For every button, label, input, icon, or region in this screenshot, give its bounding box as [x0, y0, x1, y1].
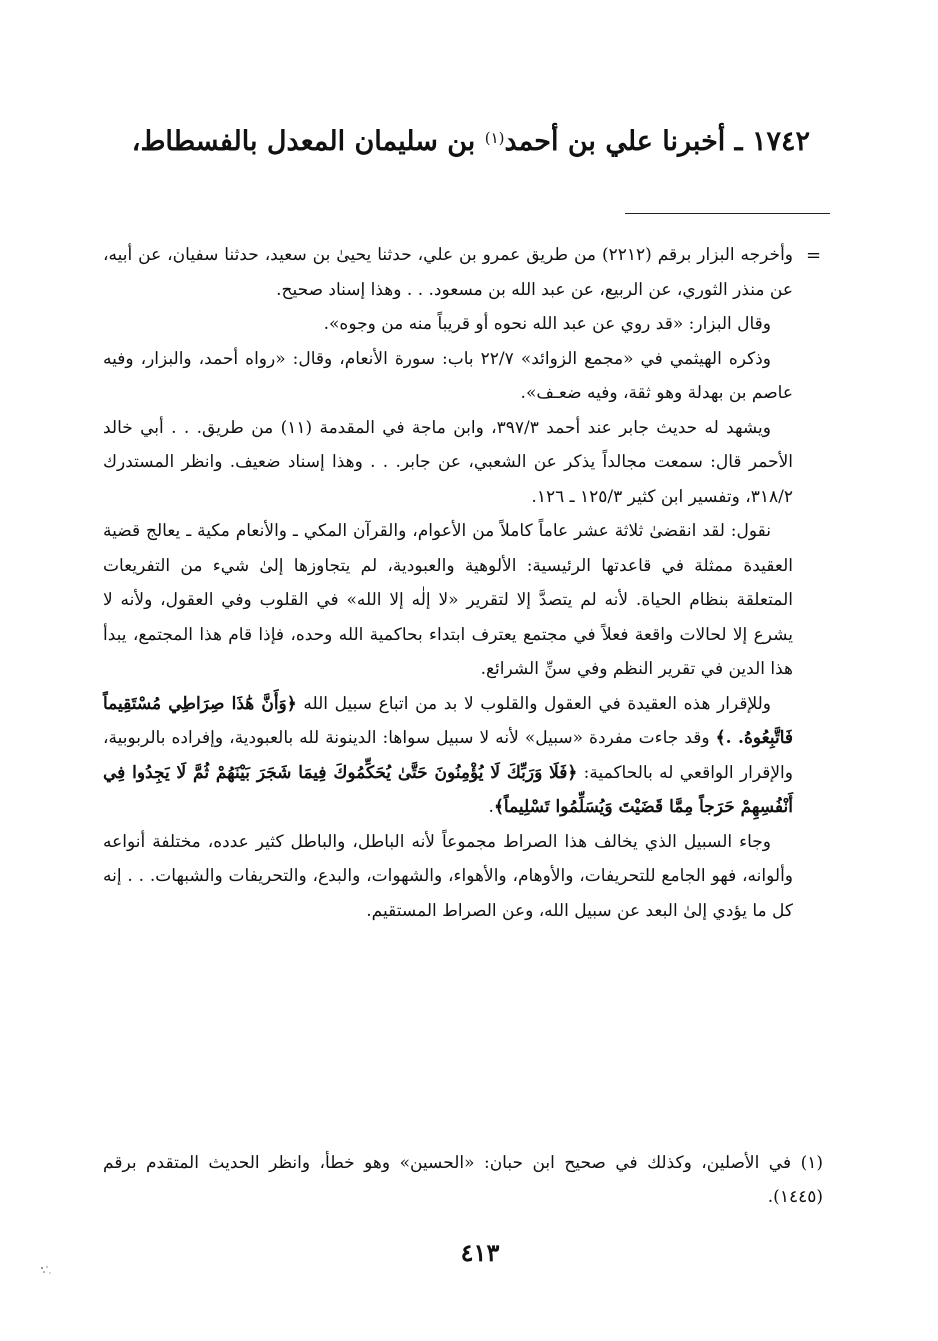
quran-verse: ﴿فَلَا وَرَبِّكَ لَا يُؤْمِنُونَ حَتَّىٰ يُحَكِّمُوكَ فِيمَا شَجَرَ بَيْنَهُمْ ثُمَّ لَا يَجِدُوا فِي أَنْفُسِهِمْ حَرَجاً مِمَّا قَضَيْتَ وَيُسَلِّمُوا تَسْلِيماً﴾ — [103, 762, 793, 817]
quran-paragraph-text: وقد جاءت مفردة «سبيل» لأنه لا سبيل سواها: الدينونة لله بالعبودية، وإفراده بالربوبية، والإقرار الواقعي له بالحاكمية: — [103, 728, 793, 783]
page-number: ٤١٣ — [460, 1238, 500, 1267]
quran-verse: ﴿وَأَنَّ هَٰذَا صِرَاطِي مُسْتَقِيماً فَاتَّبِعُوهُ. .﴾ — [103, 693, 793, 748]
commentary-block — [103, 238, 793, 928]
commentary-paragraph: وأخرجه البزار برقم (٢٢١٢) من طريق عمرو بن علي، حدثنا يحيىٰ بن سعيد، حدثنا سفيان، عن أبيه، عن منذر الثوري، عن الربيع، عن عبد الله بن مسعود. . . وهذا إسناد صحيح. — [103, 245, 794, 300]
commentary-paragraph: وجاء السبيل الذي يخالف هذا الصراط مجموعاً لأنه الباطل، والباطل كثير عدده، مختلفة أنواعه وألوانه، فهو الجامع للتحريفات، والأوهام، والأهواء، والشهوات، والبدع، والتحريفات والشبهات. . . إنه كل ما يؤدي إلىٰ البعد عن سبيل الله، وعن الصراط المستقيم. — [103, 831, 793, 921]
commentary-paragraph: ويشهد له حديث جابر عند أحمد ٣٩٧/٣، وابن ماجة في المقدمة (١١) من طريق. . . أبي خالد الأحمر قال: سمعت مجالداً يذكر عن الشعبي، عن جابر. . . وهذا إسناد ضعيف. وانظر المستدرك ٣١٨/٢، وتفسير ابن كثير ١٢٥/٣ ـ ١٢٦. — [103, 417, 793, 507]
commentary-paragraph: وقال البزار: «قد روي عن عبد الله نحوه أو قريباً منه من وجوه». — [323, 314, 771, 334]
hadith-heading — [90, 122, 810, 162]
quran-paragraph — [103, 687, 793, 825]
quran-paragraph-text: . — [488, 797, 494, 817]
quran-paragraph-text: وللإقرار هذه العقيدة في العقول والقلوب لا بد من اتباع سبيل الله — [296, 693, 771, 714]
continuation-mark: = — [806, 245, 822, 266]
commentary-paragraph: وذكره الهيثمي في «مجمع الزوائد» ٢٢/٧ باب: سورة الأنعام، وقال: «رواه أحمد، والبزار، وفيه عاصم بن بهدلة وهو ثقة، وفيه ضعـف». — [103, 348, 793, 403]
footnote-reference[interactable]: (١) — [484, 129, 505, 147]
footnote-separator-rule — [625, 213, 830, 214]
scan-speck — [38, 1264, 54, 1278]
commentary-paragraph: نقول: لقد انقضىٰ ثلاثة عشر عاماً كاملاً من الأعوام، والقرآن المكي ـ والأنعام مكية ـ يعالج قضية العقيدة ممثلة في قاعدتها الرئيسية: الألوهية والعبودية، لم يتجاوزها إلىٰ شيء من التفريعات المتعلقة بنظام الحياة. لأنه لم يتصدَّ إلا لتقرير «لا إلٰه إلا الله» في القلوب وفي العقول، ولأنه لا يشرع إلا لحالات واقعة فعلاً في مجتمع يعترف ابتداء بحاكمية الله وحده، فإذا قام هذا المجتمع، يبدأ هذا الدين في تقرير النظم وفي سنِّ الشرائع. — [103, 521, 793, 679]
heading-text-continued: بن سليمان المعدل بالفسطاط، — [131, 126, 485, 157]
footnote-1: (١) في الأصلين، وكذلك في صحيح ابن حبان: «الحسين» وهو خطأ، وانظر الحديث المتقدم برقم (١٤٤٥). — [103, 1153, 823, 1207]
heading-text: ١٧٤٢ ـ أخبرنا علي بن أحمد — [504, 126, 810, 157]
